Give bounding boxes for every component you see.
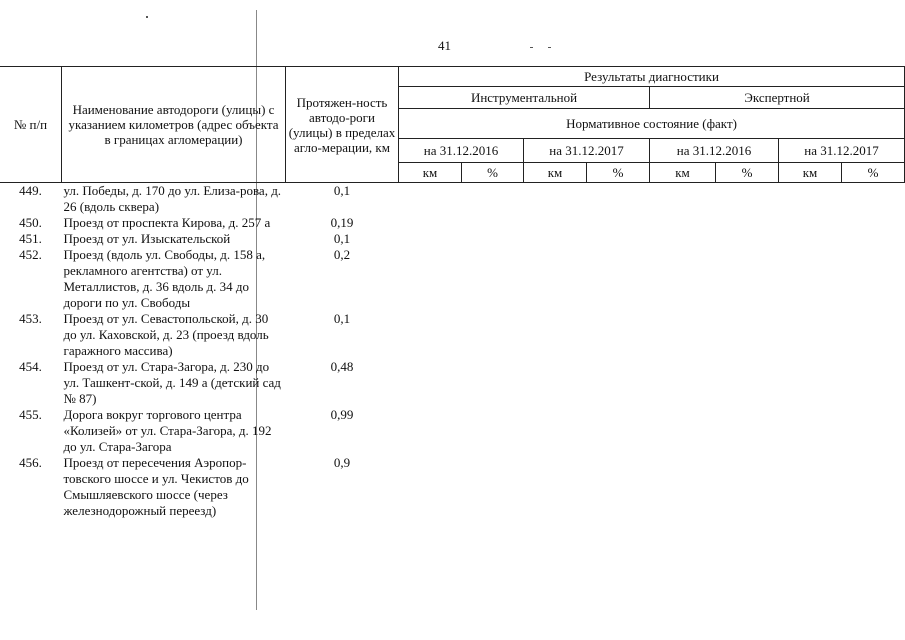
road-length: 0,1 <box>333 311 351 326</box>
road-name: Проезд (вдоль ул. Свободы, д. 158 а, рекламного агентства) от ул. Металлистов, д. 36 вдоль д. 34 до дороги по ул. Свободы <box>63 247 266 310</box>
header-date-instrumental-2016: на 31.12.2016 <box>399 139 524 163</box>
page-number: 41 <box>438 38 451 53</box>
scan-speck <box>146 16 148 18</box>
road-length: 0,1 <box>333 231 351 246</box>
road-name: Проезд от проспекта Кирова, д. 257 а <box>63 215 271 230</box>
header-km: км <box>650 163 716 183</box>
diagnostics-table <box>0 66 905 519</box>
header-instrumental: Инструментальной <box>399 87 650 109</box>
header-expert: Экспертной <box>650 87 905 109</box>
header-date-expert-2016: на 31.12.2016 <box>650 139 779 163</box>
road-name: Проезд от ул. Стара-Загора, д. 230 до ул. Ташкент-ской, д. 149 а (детский сад № 87) <box>63 359 281 406</box>
row-number: 454. <box>19 359 42 374</box>
table-row <box>0 455 905 519</box>
table-row <box>0 247 905 311</box>
road-name: Проезд от ул. Изыскательской <box>63 231 231 246</box>
row-number: 451. <box>19 231 42 246</box>
row-number: 449. <box>19 183 42 198</box>
road-name: ул. Победы, д. 170 до ул. Елиза-рова, д. 26 (вдоль сквера) <box>63 183 282 214</box>
road-name: Проезд от ул. Севастопольской, д. 30 до ул. Каховской, д. 23 (проезд вдоль гаражного массива) <box>63 311 269 358</box>
table-row <box>0 231 905 247</box>
header-km: км <box>524 163 587 183</box>
header-percent: % <box>587 163 650 183</box>
road-length: 0,99 <box>330 407 354 422</box>
table-row <box>0 407 905 455</box>
road-length: 0,48 <box>330 359 354 374</box>
row-number: 456. <box>19 455 42 470</box>
header-normative-state: Нормативное состояние (факт) <box>399 109 905 139</box>
header-km: км <box>779 163 842 183</box>
header-length: Протяжен-ность автодо-роги (улицы) в пределах агло-мерации, км <box>286 67 399 183</box>
road-length: 0,1 <box>333 183 351 198</box>
scan-speck <box>548 47 551 48</box>
row-number: 455. <box>19 407 42 422</box>
row-number: 453. <box>19 311 42 326</box>
row-number: 450. <box>19 215 42 230</box>
table-row <box>0 359 905 407</box>
table-row <box>0 183 905 216</box>
header-percent: % <box>716 163 779 183</box>
road-name: Проезд от пересечения Аэропор-товского шоссе и ул. Чекистов до Смышляевского шоссе (через железнодорожный переезд) <box>63 455 249 518</box>
scan-speck <box>530 47 533 48</box>
road-name: Дорога вокруг торгового центра «Колизей» от ул. Стара-Загора, д. 192 до ул. Стара-Загора <box>63 407 272 454</box>
road-length: 0,2 <box>333 247 351 262</box>
header-date-instrumental-2017: на 31.12.2017 <box>524 139 650 163</box>
table-row <box>0 311 905 359</box>
header-percent: % <box>842 163 905 183</box>
header-road-name: Наименование автодороги (улицы) с указанием километров (адрес объекта в границах агломерации) <box>62 67 286 183</box>
header-num: № п/п <box>0 67 62 183</box>
road-length: 0,19 <box>330 215 354 230</box>
road-length: 0,9 <box>333 455 351 470</box>
header-km: км <box>399 163 462 183</box>
header-date-expert-2017: на 31.12.2017 <box>779 139 905 163</box>
table-row <box>0 215 905 231</box>
row-number: 452. <box>19 247 42 262</box>
header-diagnostics-results: Результаты диагностики <box>399 67 905 87</box>
header-percent: % <box>462 163 524 183</box>
